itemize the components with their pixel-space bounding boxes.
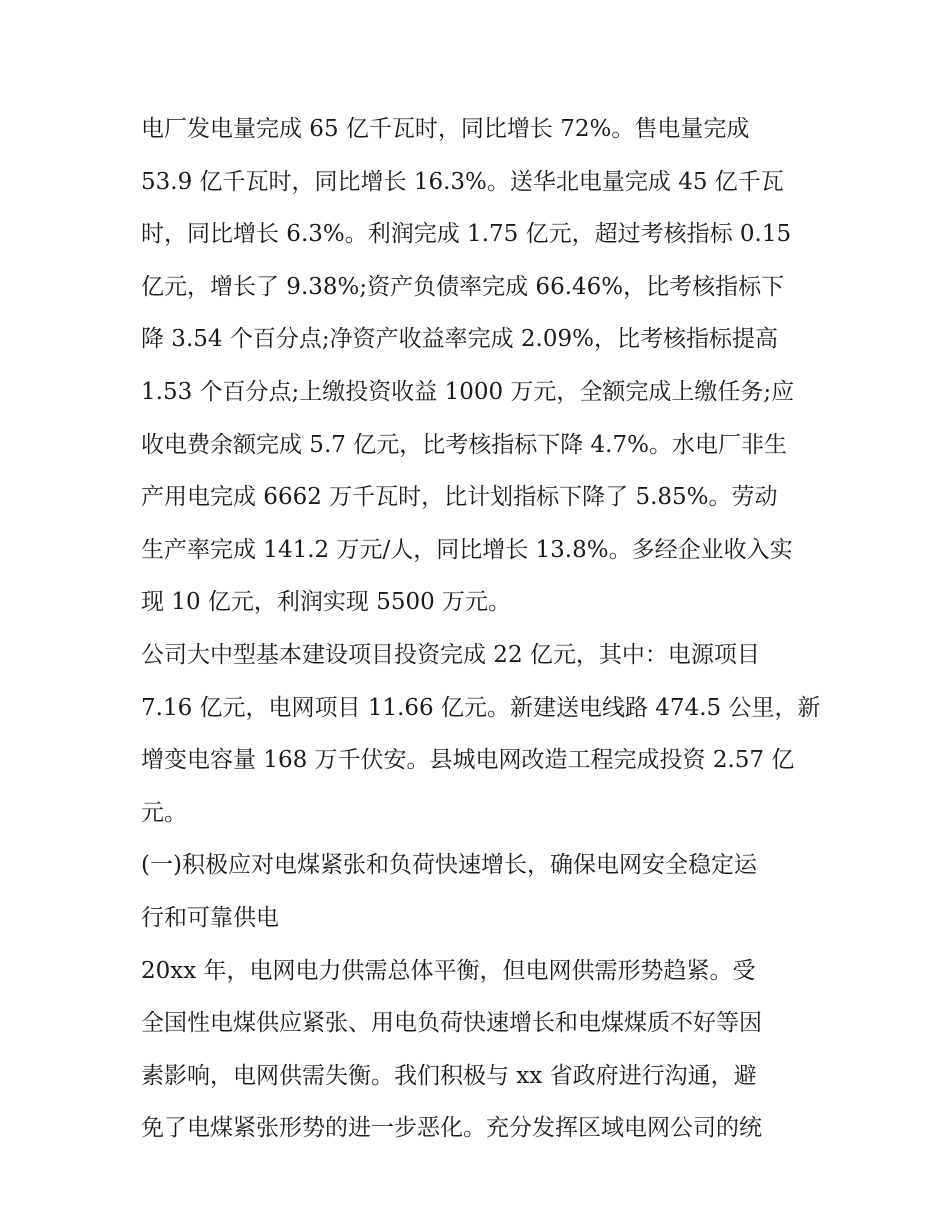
text-line: 产用电完成 6662 万千瓦时，比计划指标下降了 5.85%。劳动 [141,484,778,511]
text-line: 生产率完成 141.2 万元/人，同比增长 13.8%。多经企业收入实 [141,536,793,563]
text-line: 公司大中型基本建设项目投资完成 22 亿元，其中：电源项目 [141,641,760,668]
section-heading-line: (一)积极应对电煤紧张和负荷快速增长，确保电网安全稳定运 [141,852,757,879]
section-heading-line: 行和可靠供电 [141,904,279,931]
text-line: 现 10 亿元，利润实现 5500 万元。 [141,589,512,616]
text-line: 53.9 亿千瓦时，同比增长 16.3%。送华北电量完成 45 亿千瓦 [141,168,784,195]
text-line: 时，同比增长 6.3%。利润完成 1.75 亿元，超过考核指标 0.15 [141,221,792,248]
text-line: 降 3.54 个百分点;净资产收益率完成 2.09%，比考核指标提高 [141,326,778,353]
text-line: 增变电容量 168 万千伏安。县城电网改造工程完成投资 2.57 亿 [141,747,795,774]
text-line: 7.16 亿元，电网项目 11.66 亿元。新建送电线路 474.5 公里，新 [141,694,821,721]
text-line: 免了电煤紧张形势的进一步恶化。充分发挥区域电网公司的统 [141,1115,762,1142]
text-line: 素影响，电网供需失衡。我们积极与 xx 省政府进行沟通，避 [141,1062,757,1089]
text-line: 全国性电煤供应紧张、用电负荷快速增长和电煤煤质不好等因 [141,1010,762,1037]
text-line: 电厂发电量完成 65 亿千瓦时，同比增长 72%。售电量完成 [141,116,750,142]
document-body [141,103,821,1155]
text-line: 亿元，增长了 9.38%;资产负债率完成 66.46%，比考核指标下 [141,273,785,300]
text-line: 20xx 年，电网电力供需总体平衡，但电网供需形势趋紧。受 [141,957,756,984]
text-line: 元。 [141,799,187,826]
text-line: 收电费余额完成 5.7 亿元，比考核指标下降 4.7%。水电厂非生 [141,431,787,458]
text-line: 1.53 个百分点;上缴投资收益 1000 万元，全额完成上缴任务;应 [141,378,795,405]
